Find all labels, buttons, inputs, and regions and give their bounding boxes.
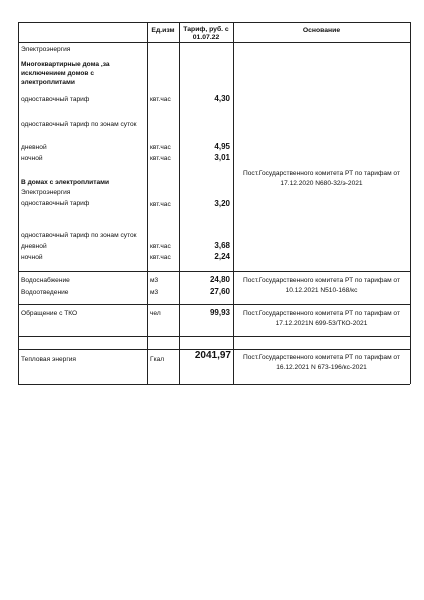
day-unit: квт.час	[150, 144, 171, 151]
tko-label: Обращение с ТКО	[21, 310, 78, 317]
apartments-heading-line3: электроплитами	[21, 79, 75, 86]
tko-basis-line2: 17.12.2021N 699-53/ТКО-2021	[275, 320, 368, 327]
stove-title: Электроэнергия	[21, 189, 71, 196]
apartments-heading-line2: исключением домов с	[21, 70, 94, 77]
stove-night-unit: квт.час	[150, 254, 171, 261]
water-supply-label: Водоснабжение	[21, 277, 70, 284]
day-label: дневной	[21, 144, 47, 151]
table-border-top	[18, 22, 410, 23]
heat-value: 2041,97	[194, 350, 231, 361]
heat-basis-line1: Пост.Государственного комитета РТ по тарифам от	[243, 354, 400, 361]
tko-value: 99,93	[209, 308, 230, 317]
single-rate-unit: квт.час	[150, 96, 171, 103]
electricity-divider	[18, 271, 410, 272]
water-supply-value: 24,80	[209, 275, 230, 284]
stove-day-unit: квт.час	[150, 243, 171, 250]
zone-rate-label: одноставочный тариф по зонам суток	[21, 121, 137, 128]
water-supply-unit: м3	[150, 277, 159, 284]
water-basis-line2: 10.12.2021 N510-168/кс	[285, 287, 358, 294]
night-unit: квт.час	[150, 155, 171, 162]
tko-unit: чел	[150, 310, 161, 317]
table-border-bottom	[18, 384, 410, 385]
column-divider-basis	[233, 22, 234, 384]
stove-night-label: ночной	[21, 254, 43, 261]
stove-single-unit: квт.час	[150, 201, 171, 208]
night-label: ночной	[21, 155, 43, 162]
single-rate-value: 4,30	[214, 94, 230, 103]
stove-night-value: 2,24	[214, 252, 230, 261]
stove-day-value: 3,68	[214, 241, 230, 250]
header-tariff-line2: 01.07.22	[192, 34, 220, 41]
water-drain-label: Водоотведение	[21, 289, 69, 296]
electricity-title: Электроэнергия	[21, 46, 71, 53]
stove-single-value: 3,20	[214, 199, 230, 208]
stove-day-label: дневной	[21, 243, 47, 250]
header-tariff-line1: Тариф, руб. с	[183, 26, 229, 33]
night-value: 3,01	[214, 153, 230, 162]
water-drain-value: 27,60	[209, 287, 230, 296]
water-basis-line1: Пост.Государственного комитета РТ по тарифам от	[243, 277, 400, 284]
column-divider-unit	[147, 22, 148, 384]
stove-single-label: одноставочный тариф	[21, 200, 90, 207]
water-divider	[18, 304, 410, 305]
day-value: 4,95	[214, 142, 230, 151]
header-divider	[18, 42, 410, 43]
apartments-heading-line1: Многоквартирные дома ,за	[21, 61, 110, 68]
stove-zone-label: одноставочный тариф по зонам суток	[21, 232, 137, 239]
table-border-right	[410, 22, 411, 384]
header-unit: Ед.изм	[151, 27, 175, 34]
heat-unit: Гкал	[150, 356, 165, 363]
water-drain-unit: м3	[150, 289, 159, 296]
header-basis: Основание	[302, 27, 341, 34]
tko-divider	[18, 336, 410, 337]
tko-basis-line1: Пост.Государственного комитета РТ по тарифам от	[243, 310, 400, 317]
table-border-left	[18, 22, 19, 384]
heat-label: Тепловая энергия	[21, 356, 76, 363]
electricity-basis-line2: 17.12.2020 N680-32/э-2021	[280, 180, 363, 187]
electricity-basis-line1: Пост.Государственного комитета РТ по тарифам от	[243, 170, 400, 177]
stove-heading: В домах с электроплитами	[21, 179, 110, 186]
heat-basis-line2: 16.12.2021 N 673-196/кс-2021	[276, 364, 367, 371]
single-rate-label: одноставочный тариф	[21, 96, 90, 103]
